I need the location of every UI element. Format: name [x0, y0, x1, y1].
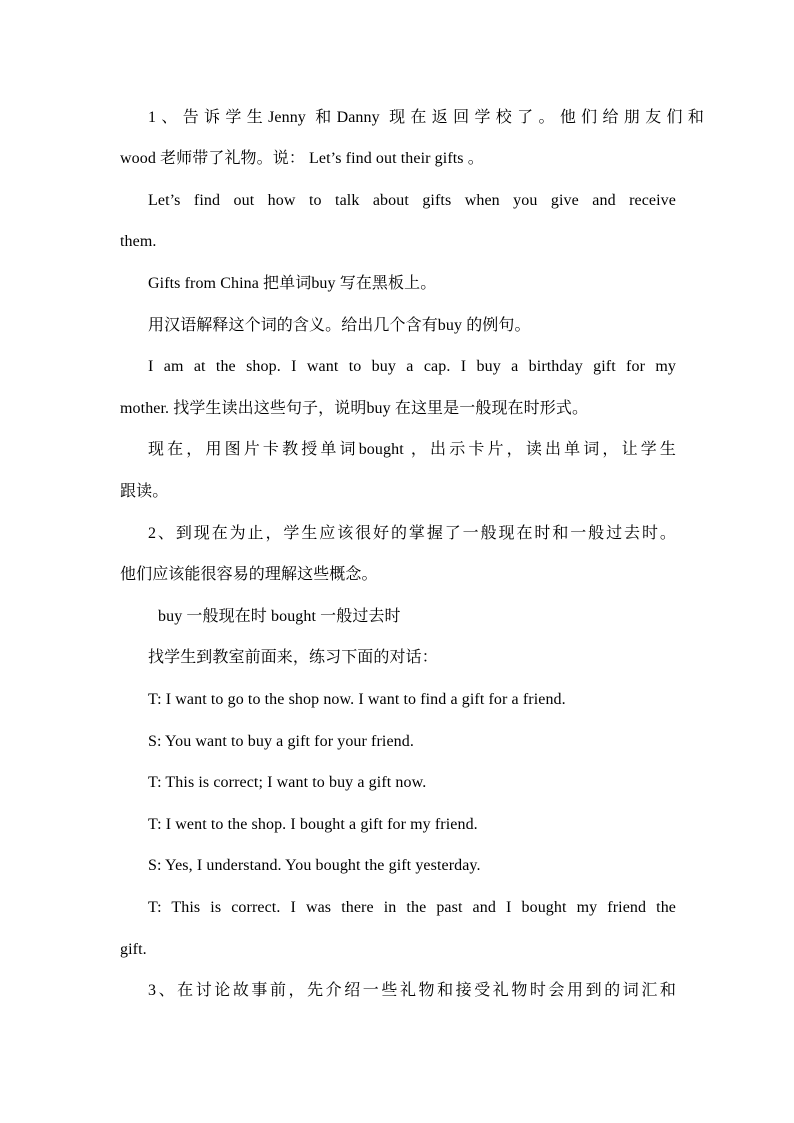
paragraph-3: Gifts from China 把单词buy 写在黑板上。: [148, 275, 437, 292]
paragraph-7-line-1: 3、在讨论故事前，先介绍一些礼物和接受礼物时会用到的词汇和: [148, 982, 676, 999]
tense-comparison: buy 一般现在时 bought 一般过去时: [158, 608, 401, 625]
paragraph-6-line-2: 他们应该能很容易的理解这些概念。: [120, 566, 378, 583]
dialogue-line-6-continuation: gift.: [120, 941, 147, 958]
paragraph-1-line-2: wood 老师带了礼物。说： Let’s find out their gifts 。: [120, 150, 484, 167]
paragraph-1-line-1: 1、告诉学生Jenny 和Danny 现在返回学校了。他们给朋友们和: [148, 109, 704, 126]
dialogue-line-3: T: This is correct; I want to buy a gift now.: [148, 774, 427, 791]
paragraph-5-line-2: 跟读。: [120, 483, 169, 500]
paragraph-2-line-2: them.: [120, 233, 157, 250]
dialogue-line-5: S: Yes, I understand. You bought the gift yesterday.: [148, 857, 481, 874]
dialogue-line-4: T: I went to the shop. I bought a gift for my friend.: [148, 816, 478, 833]
dialogue-line-1: T: I want to go to the shop now. I want to find a gift for a friend.: [148, 691, 566, 708]
dialogue-instruction: 找学生到教室前面来，练习下面的对话：: [148, 649, 438, 666]
paragraph-5-line-1: 现在，用图片卡教授单词bought ，出示卡片，读出单词，让学生: [148, 441, 676, 458]
dialogue-line-6: T: This is correct. I was there in the past and I bought my friend the: [148, 899, 676, 916]
example-sentence-line-2: mother. 找学生读出这些句子，说明buy 在这里是一般现在时形式。: [120, 400, 589, 417]
paragraph-2-line-1: Let’s find out how to talk about gifts when you give and receive: [148, 192, 676, 209]
paragraph-6-line-1: 2、到现在为止，学生应该很好的掌握了一般现在时和一般过去时。: [148, 525, 676, 542]
paragraph-4: 用汉语解释这个词的含义。给出几个含有buy 的例句。: [148, 317, 531, 334]
example-sentence-line-1: I am at the shop. I want to buy a cap. I buy a birthday gift for my: [148, 358, 676, 375]
dialogue-line-2: S: You want to buy a gift for your friend.: [148, 733, 414, 750]
